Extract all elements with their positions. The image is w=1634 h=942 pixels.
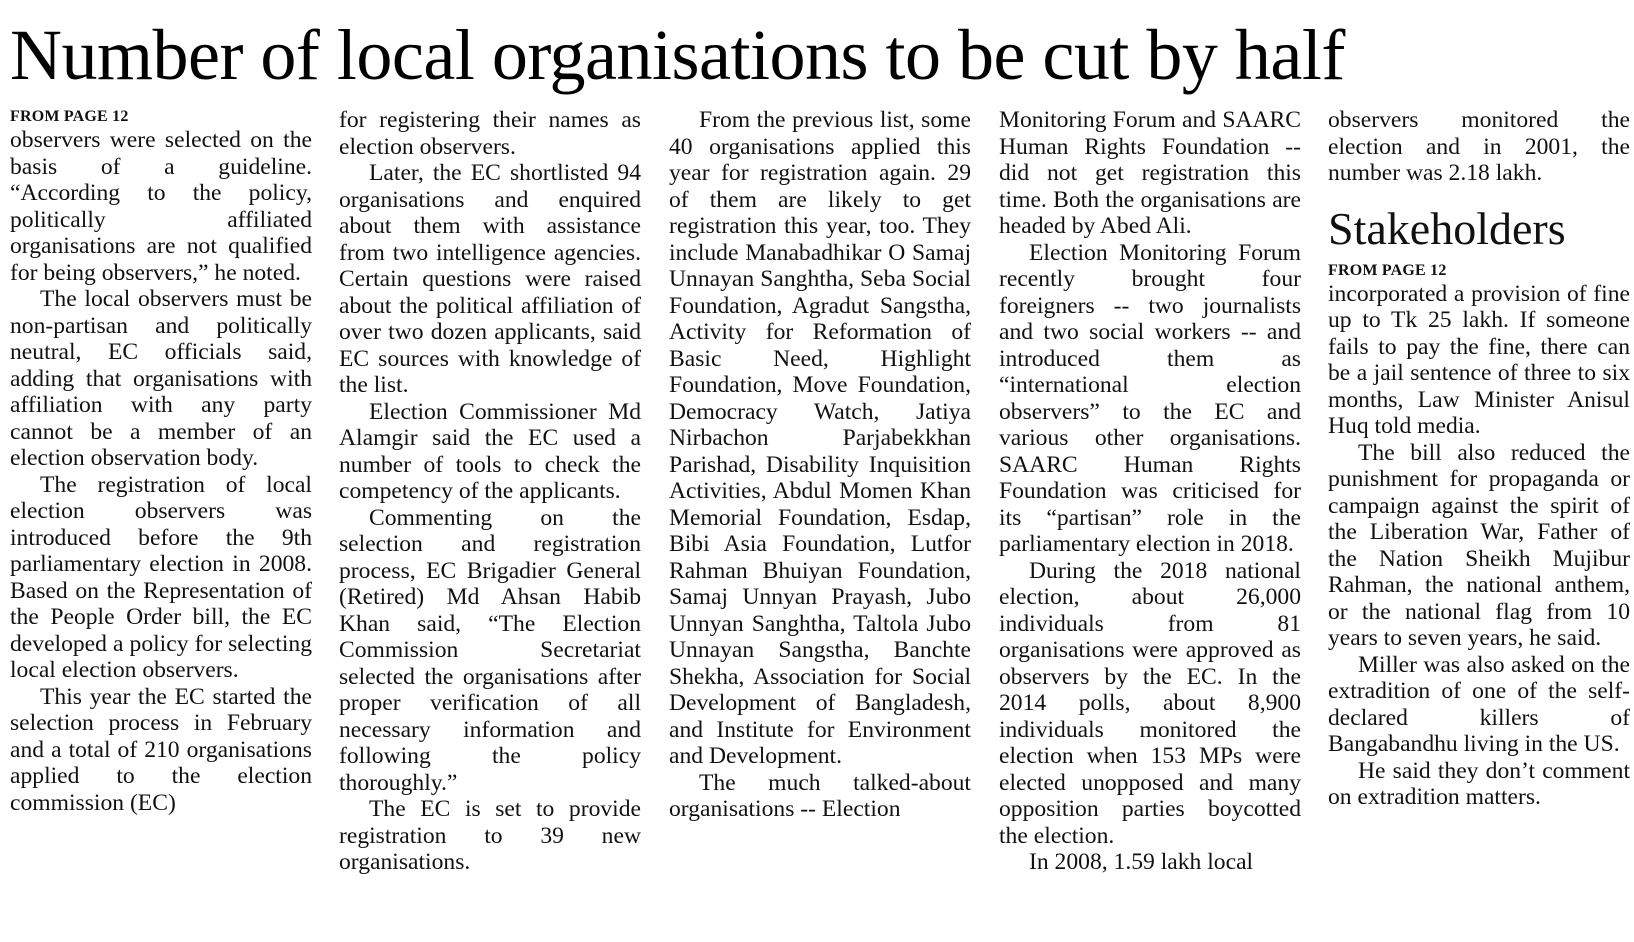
paragraph: During the 2018 national election, about 26,000 individuals from 81 organisations were approved as observers by the EC. In the 2014 polls, about 8,900 individuals monitored the election when 153 MPs were elected unopposed and many opposition parties boycotted the election. [999, 557, 1301, 849]
paragraph: The bill also reduced the punishment for propaganda or campaign against the spirit of the Liberation War, Father of the Nation Sheikh Mujibur Rahman, the national anthem, or the national flag from 10 years to seven years, he said. [1328, 439, 1630, 651]
section-heading: Stakeholders [1328, 202, 1566, 254]
paragraph: The much talked-about organisations -- Election [669, 769, 971, 822]
paragraph: The local observers must be non-partisan and politically neutral, EC officials said, adding that organisations with affiliation with any party cannot be a member of an election observation body. [10, 286, 312, 471]
article-column-2 [339, 107, 641, 876]
headline: Number of local organisations to be cut by half [10, 15, 1345, 95]
continuation-kicker: FROM PAGE 12 [1328, 261, 1447, 279]
paragraph: This year the EC started the selection process in February and a total of 210 organisations applied to the election commission (EC) [10, 683, 312, 816]
continuation-kicker: FROM PAGE 12 [10, 108, 129, 125]
paragraph: In 2008, 1.59 lakh local [1029, 849, 1254, 875]
paragraph: Later, the EC shortlisted 94 organisations and enquired about them with assistance from two intelligence agencies. Certain questions were raised about the political affiliation of over two dozen applicants, said EC sources with knowledge of the list. [339, 160, 641, 398]
paragraph: for registering their names as election observers. [339, 107, 641, 160]
paragraph: From the previous list, some 40 organisations applied this year for registration again. 29 of them are likely to get registration this year, too. They include Manabadhikar O Samaj Unnayan Sanghtha, Seba Social Foundation, Agradut Sangstha, Activity for Reformation of Basic Need, Highlight Foundation, Move Foundation, Democracy Watch, Jatiya Nirbachon Parjabekkhan Parishad, Disability Inquisition Activities, Abdul Momen Khan Memorial Foundation, Esdap, Bibi Asia Foundation, Lutfor Rahman Bhuiyan Foundation, Samaj Unnyan Prayash, Jubo Unnyan Sanghtha, Taltola Jubo Unnayan Sangstha, Banchte Shekha, Association for Social Development of Bangladesh, and Institute for Environment and Development. [669, 107, 971, 769]
paragraph: The registration of local election observers was introduced before the 9th parliamentary election in 2008. Based on the Representation of the People Order bill, the EC developed a policy for selecting local election observers. [10, 471, 312, 683]
paragraph: incorporated a provision of fine up to Tk 25 lakh. If someone fails to pay the fine, there can be a jail sentence of three to six months, Law Minister Anisul Huq told media. [1328, 280, 1630, 439]
article-column-1 [10, 107, 312, 816]
article-column-3 [669, 107, 971, 823]
paragraph: Election Monitoring Forum recently brought four foreigners -- two journalists and two social workers -- and introduced them as “international election observers” to the EC and various other organisations. SAARC Human Rights Foundation was criticised for its “partisan” role in the parliamentary election in 2018. [999, 239, 1301, 557]
paragraph: The EC is set to provide registration to 39 new organisations. [339, 796, 641, 875]
article-column-4 [999, 107, 1301, 876]
paragraph: Monitoring Forum and SAARC Human Rights Foundation -- did not get registration this time. Both the organisations are headed by Abed Ali. [999, 107, 1301, 239]
paragraph: observers monitored the election and in 2001, the number was 2.18 lakh. [1328, 107, 1630, 186]
paragraph: Election Commissioner Md Alamgir said the EC used a number of tools to check the competency of the applicants. [339, 398, 641, 504]
paragraph: Miller was also asked on the extradition of one of the self-declared killers of Bangabandhu living in the US. [1328, 651, 1630, 757]
paragraph: observers were selected on the basis of a guideline. “According to the policy, politically affiliated organisations are not qualified for being observers,” he noted. [10, 127, 312, 286]
paragraph: Commenting on the selection and registration process, EC Brigadier General (Retired) Md Ahsan Habib Khan said, “The Election Commission Secretariat selected the organisations after proper verification of all necessary information and following the policy thoroughly.” [339, 504, 641, 796]
paragraph: He said they don’t comment on extradition matters. [1328, 757, 1630, 810]
article-column-5 [1328, 107, 1630, 811]
